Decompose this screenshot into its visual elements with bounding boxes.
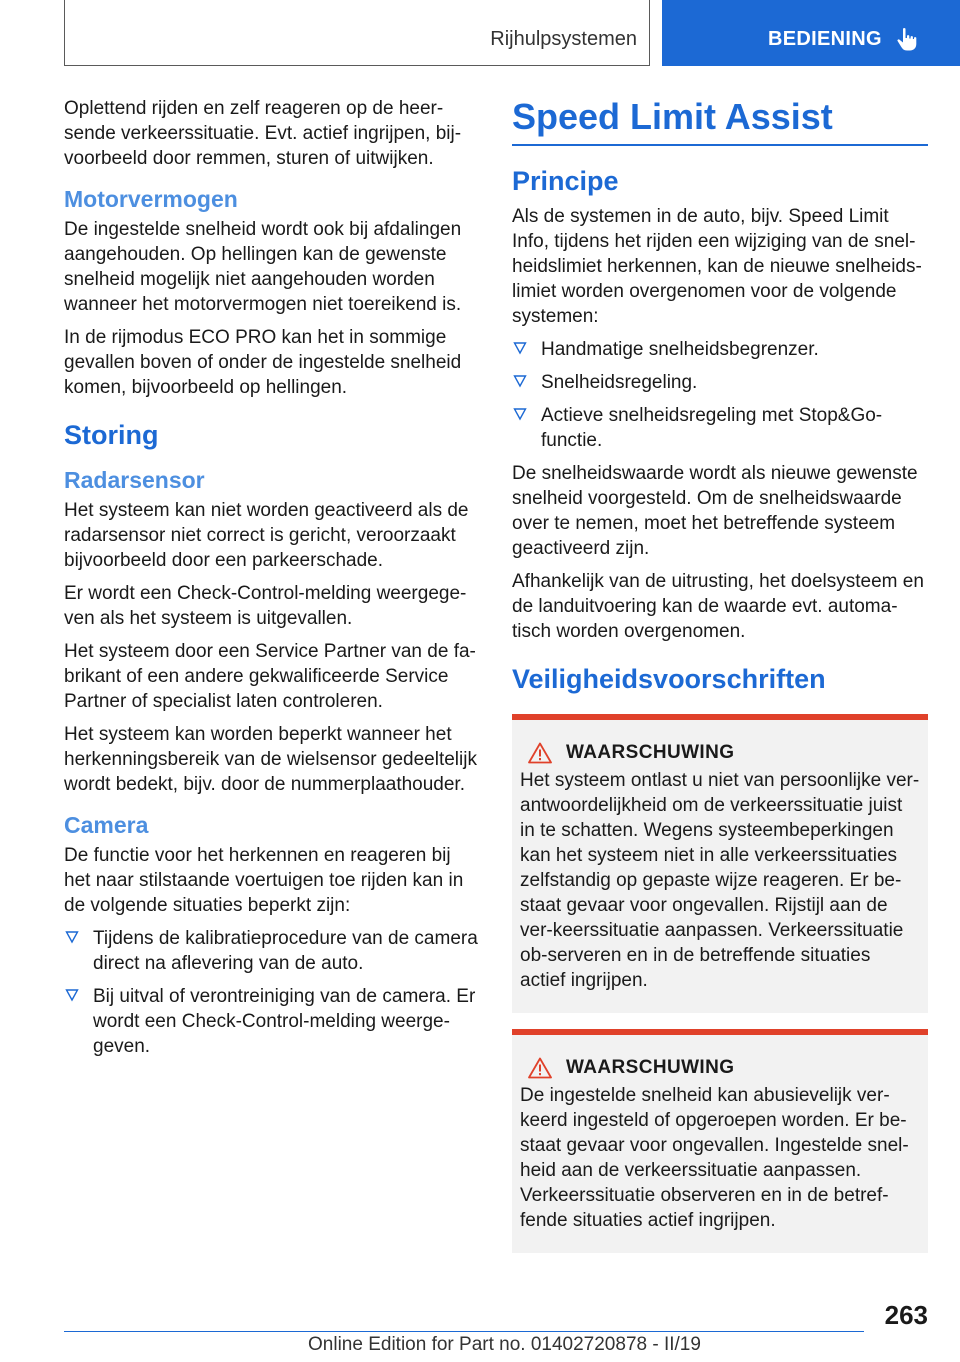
left-column [64,96,480,1067]
motorvermogen-heading: Motorvermogen [64,186,238,212]
safety-heading: Veiligheidsvoorschriften [512,664,826,694]
radarsensor-paragraph-3: Het systeem door een Service Partner van de fa-brikant of een andere gekwalificeerde Service Partner of specialist laten controleren. [64,641,476,712]
bullet-triangle-icon [65,988,79,1002]
systems-list [512,337,928,453]
list-item: Snelheidsregeling. [512,370,928,395]
radarsensor-heading: Radarsensor [64,467,205,493]
camera-heading: Camera [64,812,149,838]
camera-paragraph: De functie voor het herkennen en reageren bij het naar stilstaande voertuigen toe rijden kan in de volgende situaties beperkt zijn: [64,845,464,916]
footer-edition: Online Edition for Part no. 01402720878 - II/19 [308,1334,701,1355]
principe-paragraph-3: Afhankelijk van de uitrusting, het doelsysteem en de landuitvoering kan de waarde evt. automa-tisch worden overgenomen. [512,571,924,642]
list-item: Actieve snelheidsregeling met Stop&Go-functie. [512,403,928,453]
motorvermogen-paragraph-1: De ingestelde snelheid wordt ook bij afdalingen aangehouden. Op hellingen kan de gewenste snelheid mogelijk niet aangehouden worden wanneer het motorvermogen niet toereikend is. [64,219,462,315]
warning-triangle-icon [528,742,552,764]
radarsensor-paragraph-2: Er wordt een Check-Control-melding weergege-ven als het systeem is uitgevallen. [64,583,467,629]
header-chapter-tab[interactable] [662,0,960,66]
list-item: Bij uitval of verontreiniging van de camera. Er wordt een Check-Control-melding weerge-geven. [64,984,480,1059]
right-column [512,96,928,1253]
warning-title: WAARSCHUWING [566,1057,735,1078]
warning-triangle-icon [528,1057,552,1079]
principe-paragraph-1: Als de systemen in de auto, bijv. Speed Limit Info, tijdens het rijden een wijziging van de snel-heidslimiet herkennen, kan de nieuwe snelheids-limiet worden overgenomen voor de volgende systemen: [512,206,922,327]
bullet-triangle-icon [65,930,79,944]
warning-text: Het systeem ontlast u niet van persoonlijke ver-antwoordelijkheid om de verkeerssituatie juist in te schatten. Wegens systeembeperkingen kan het systeem niet in alle verkeerssituaties zelfstandig op gepaste wijze reageren. Er be-staat gevaar voor ongevallen. Rijstijl aan de ver-keerssituatie aanpassen. Verkeerssituatie ob-serveren en in de betreffende situaties actief ingrijpen. [520,770,920,991]
section-title: Speed Limit Assist [512,96,833,137]
warning-text: De ingestelde snelheid kan abusievelijk ver-keerd ingesteld of opgeroepen worden. Er be-staat gevaar voor ongevallen. Ingestelde snel-heid aan de verkeerssituatie aanpassen. Verkeerssituatie observeren en in de betref-fende situaties actief ingrijpen. [520,1085,909,1231]
pointing-hand-icon [894,26,920,52]
page-number: 263 [884,1300,928,1330]
footer-divider [64,1331,864,1332]
warning-box [512,1029,928,1253]
list-item: Handmatige snelheidsbegrenzer. [512,337,928,362]
header-section-box [64,0,650,66]
intro-paragraph: Oplettend rijden en zelf reageren op de heer-sende verkeerssituatie. Evt. actief ingrijpen, bij-voorbeeld door remmen, sturen of uitwijken. [64,98,462,169]
warning-title: WAARSCHUWING [566,742,735,763]
header-section-title: Rijhulpsystemen [490,28,637,50]
warning-header [520,742,920,764]
storing-heading: Storing [64,420,159,450]
section-title-block [512,96,928,146]
principe-paragraph-2: De snelheidswaarde wordt als nieuwe gewenste snelheid voorgesteld. Om de snelheidswaarde over te nemen, moet het betreffende systeem geactiveerd zijn. [512,463,918,559]
camera-limitations-list [64,926,480,1059]
motorvermogen-paragraph-2: In de rijmodus ECO PRO kan het in sommige gevallen boven of onder de ingestelde snelheid komen, bijvoorbeeld op hellingen. [64,327,462,398]
radarsensor-paragraph-1: Het systeem kan niet worden geactiveerd als de radarsensor niet correct is gericht, veroorzaakt bijvoorbeeld door een parkeerschade. [64,500,469,571]
list-item: Tijdens de kalibratieprocedure van de camera direct na aflevering van de auto. [64,926,480,976]
warning-header [520,1057,920,1079]
bullet-triangle-icon [513,341,527,355]
header-chapter-label: BEDIENING [768,28,882,50]
radarsensor-paragraph-4: Het systeem kan worden beperkt wanneer het herkenningsbereik van de wielsensor gedeeltelijk wordt bedekt, bijv. door de nummerplaathouder. [64,724,477,795]
bullet-triangle-icon [513,407,527,421]
warning-box [512,714,928,1013]
principe-heading: Principe [512,166,619,196]
bullet-triangle-icon [513,374,527,388]
